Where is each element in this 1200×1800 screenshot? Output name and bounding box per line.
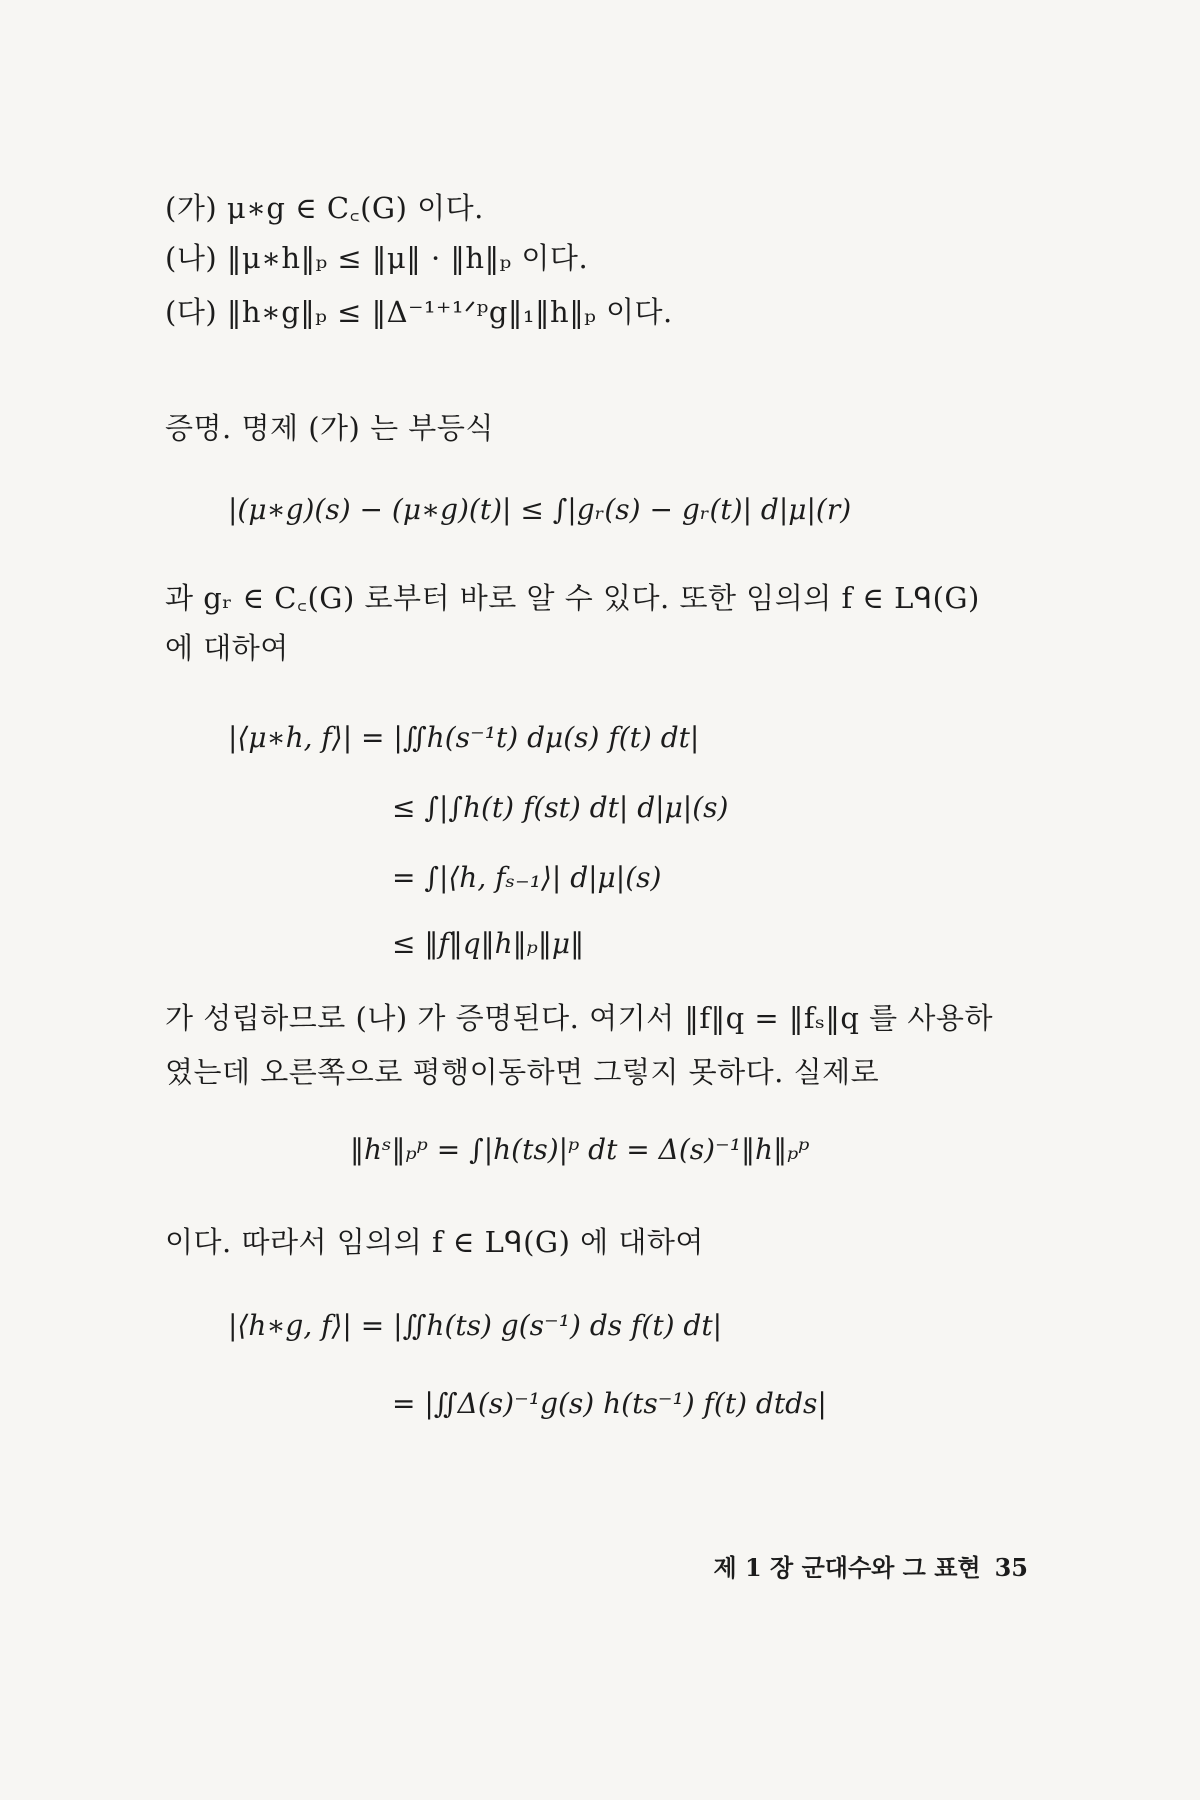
estimate-line-2: ≤ ∫|∫h(t) f(st) dt| d|μ|(s) bbox=[392, 791, 729, 824]
convolution-line-2: = |∬Δ(s)⁻¹g(s) h(ts⁻¹) f(t) dtds| bbox=[392, 1387, 827, 1420]
paragraph-line-4: 였는데 오른쪽으로 평행이동하면 그렇지 못하다. 실제로 bbox=[165, 1055, 880, 1089]
estimate-line-3: = ∫|⟨h, fₛ₋₁⟩| d|μ|(s) bbox=[392, 861, 662, 894]
paragraph-line-3: 가 성립하므로 (나) 가 증명된다. 여기서 ‖f‖q = ‖fₛ‖q 를 사용하 bbox=[165, 1001, 993, 1035]
page-number: 35 bbox=[994, 1553, 1028, 1582]
estimate-line-1: |⟨μ∗h, f⟩| = |∬h(s⁻¹t) dμ(s) f(t) dt| bbox=[228, 721, 700, 754]
proof-intro: 증명. 명제 (가) 는 부등식 bbox=[165, 411, 494, 445]
estimate-line-4: ≤ ‖f‖q‖h‖ₚ‖μ‖ bbox=[392, 927, 585, 960]
statement-ga: (가) μ∗g ∈ C꜀(G) 이다. bbox=[165, 191, 484, 225]
inequality-1: |(μ∗g)(s) − (μ∗g)(t)| ≤ ∫|gᵣ(s) − gᵣ(t)| d|μ|(r) bbox=[228, 493, 852, 526]
paragraph-line-2: 에 대하여 bbox=[165, 631, 289, 665]
paragraph-line-5: 이다. 따라서 임의의 f ∈ Lᑫ(G) 에 대하여 bbox=[165, 1225, 704, 1259]
chapter-title: 제 1 장 군대수와 그 표현 bbox=[713, 1553, 981, 1582]
page-footer bbox=[713, 1548, 1028, 1583]
convolution-line-1: |⟨h∗g, f⟩| = |∬h(ts) g(s⁻¹) ds f(t) dt| bbox=[228, 1309, 723, 1342]
translation-norm: ‖hˢ‖ₚᵖ = ∫|h(ts)|ᵖ dt = Δ(s)⁻¹‖h‖ₚᵖ bbox=[350, 1133, 810, 1166]
statement-na: (나) ‖μ∗h‖ₚ ≤ ‖μ‖ · ‖h‖ₚ 이다. bbox=[165, 241, 589, 275]
paragraph-line-1: 과 gᵣ ∈ C꜀(G) 로부터 바로 알 수 있다. 또한 임의의 f ∈ Lᑫ(G) bbox=[165, 581, 980, 615]
statement-da: (다) ‖h∗g‖ₚ ≤ ‖Δ⁻¹⁺¹ᐟᵖg‖₁‖h‖ₚ 이다. bbox=[165, 295, 673, 329]
